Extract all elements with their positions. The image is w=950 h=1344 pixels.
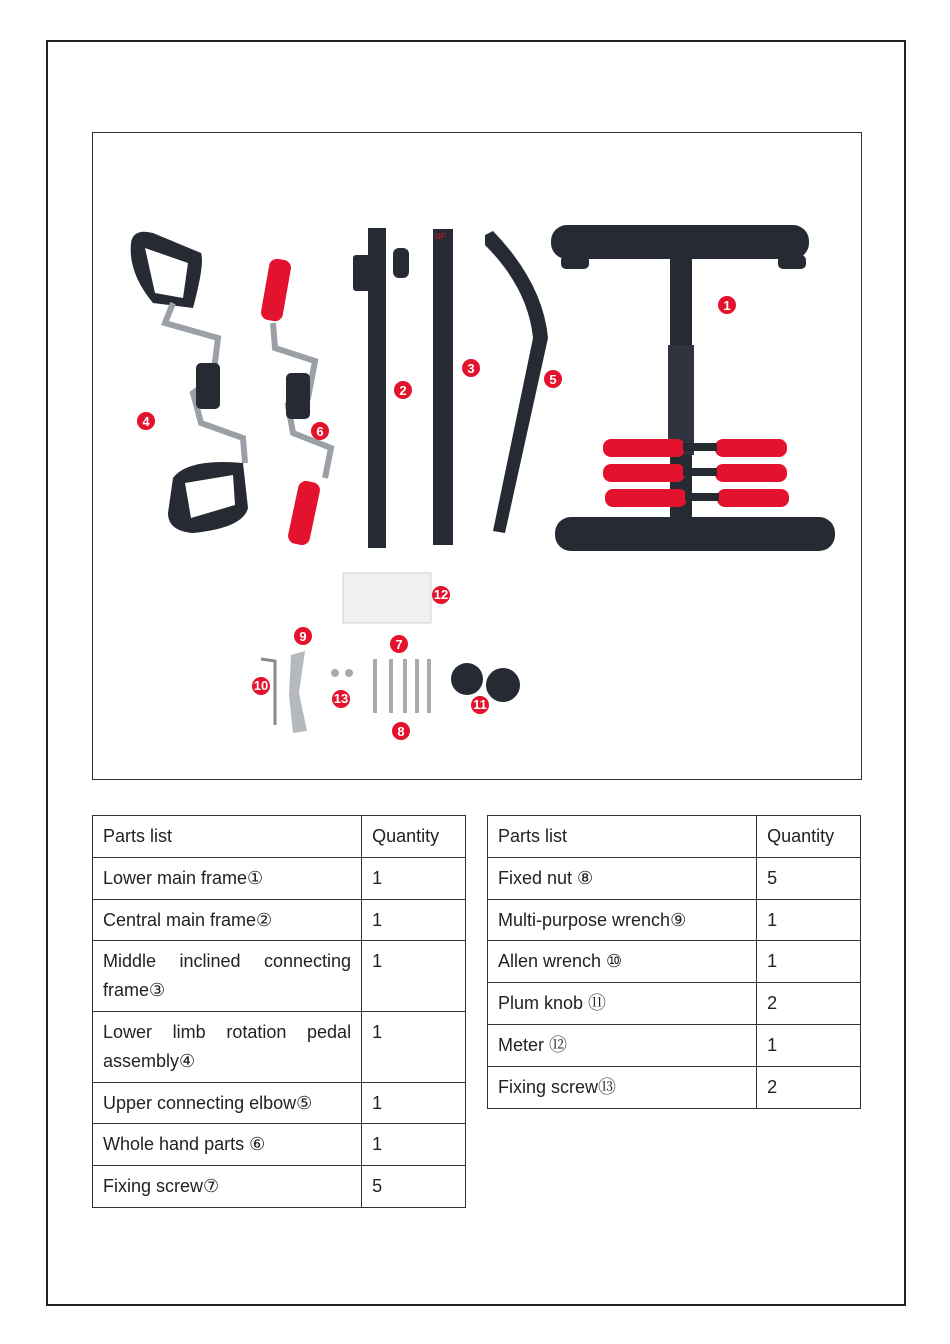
part-quantity: 2	[757, 983, 861, 1025]
parts-table-left	[92, 815, 466, 1208]
svg-text:3: 3	[467, 361, 475, 376]
hand-parts-drawing	[260, 258, 331, 547]
svg-text:5: 5	[549, 372, 557, 387]
parts-figure	[92, 132, 862, 780]
small-parts-drawing	[261, 651, 520, 733]
table-row	[93, 1124, 466, 1166]
part-name: Whole hand parts ⑥	[93, 1124, 362, 1166]
part-quantity: 1	[757, 899, 861, 941]
header-parts-list: Parts list	[93, 816, 362, 858]
callout-11	[471, 696, 489, 714]
svg-text:2: 2	[399, 383, 407, 398]
table-row	[93, 941, 466, 1012]
table-header-row	[488, 816, 861, 858]
inclined-frame-drawing	[433, 229, 453, 545]
callout-10	[252, 677, 270, 695]
svg-text:6: 6	[316, 424, 324, 439]
part-quantity: 1	[362, 899, 466, 941]
part-quantity: 1	[362, 1124, 466, 1166]
part-quantity: 1	[362, 1082, 466, 1124]
up-label: UP	[435, 232, 447, 241]
table-row	[93, 857, 466, 899]
parts-table-right	[487, 815, 861, 1109]
svg-text:8: 8	[397, 724, 405, 739]
table-header-row	[93, 816, 466, 858]
part-quantity: 1	[362, 1011, 466, 1082]
svg-text:10: 10	[253, 678, 269, 693]
part-name: Allen wrench ⑩	[488, 941, 757, 983]
table-row	[488, 983, 861, 1025]
part-name: Upper connecting elbow⑤	[93, 1082, 362, 1124]
callout-3	[462, 359, 480, 377]
part-name: Central main frame②	[93, 899, 362, 941]
callout-7	[390, 635, 408, 653]
svg-text:11: 11	[473, 697, 487, 712]
meter-drawing	[343, 573, 431, 623]
part-name: Lower limb rotation pedal assembly④	[93, 1011, 362, 1082]
table-row	[488, 1066, 861, 1108]
callout-1	[718, 296, 736, 314]
elbow-drawing	[485, 231, 548, 533]
part-name: Fixing screw⑬	[488, 1066, 757, 1108]
part-quantity: 1	[362, 857, 466, 899]
header-quantity: Quantity	[757, 816, 861, 858]
callout-12	[432, 586, 450, 604]
callout-2	[394, 381, 412, 399]
part-quantity: 5	[362, 1166, 466, 1208]
table-row	[93, 1166, 466, 1208]
table-row	[488, 899, 861, 941]
table-row	[488, 857, 861, 899]
svg-text:4: 4	[142, 414, 150, 429]
table-row	[93, 899, 466, 941]
header-parts-list: Parts list	[488, 816, 757, 858]
part-quantity: 1	[757, 941, 861, 983]
callout-9	[294, 627, 312, 645]
svg-text:7: 7	[395, 637, 403, 652]
part-name: Fixed nut ⑧	[488, 857, 757, 899]
pedal-assembly-drawing	[131, 232, 248, 533]
callout-6	[311, 422, 329, 440]
part-name: Middle inclined connecting frame③	[93, 941, 362, 1012]
part-name: Fixing screw⑦	[93, 1166, 362, 1208]
part-quantity: 2	[757, 1066, 861, 1108]
table-row	[488, 1024, 861, 1066]
part-name: Plum knob ⑪	[488, 983, 757, 1025]
parts-illustration	[93, 133, 863, 781]
table-row	[93, 1011, 466, 1082]
part-quantity: 1	[362, 941, 466, 1012]
svg-text:13: 13	[333, 691, 349, 706]
svg-text:9: 9	[299, 629, 307, 644]
svg-text:12: 12	[433, 587, 449, 602]
callout-4	[137, 412, 155, 430]
part-quantity: 5	[757, 857, 861, 899]
callout-5	[544, 370, 562, 388]
table-row	[488, 941, 861, 983]
part-quantity: 1	[757, 1024, 861, 1066]
callout-13	[332, 690, 350, 708]
lower-frame-drawing	[551, 225, 835, 551]
callout-8	[392, 722, 410, 740]
part-name: Lower main frame①	[93, 857, 362, 899]
header-quantity: Quantity	[362, 816, 466, 858]
part-name: Multi-purpose wrench⑨	[488, 899, 757, 941]
svg-text:1: 1	[723, 298, 731, 313]
table-row	[93, 1082, 466, 1124]
part-name: Meter ⑫	[488, 1024, 757, 1066]
